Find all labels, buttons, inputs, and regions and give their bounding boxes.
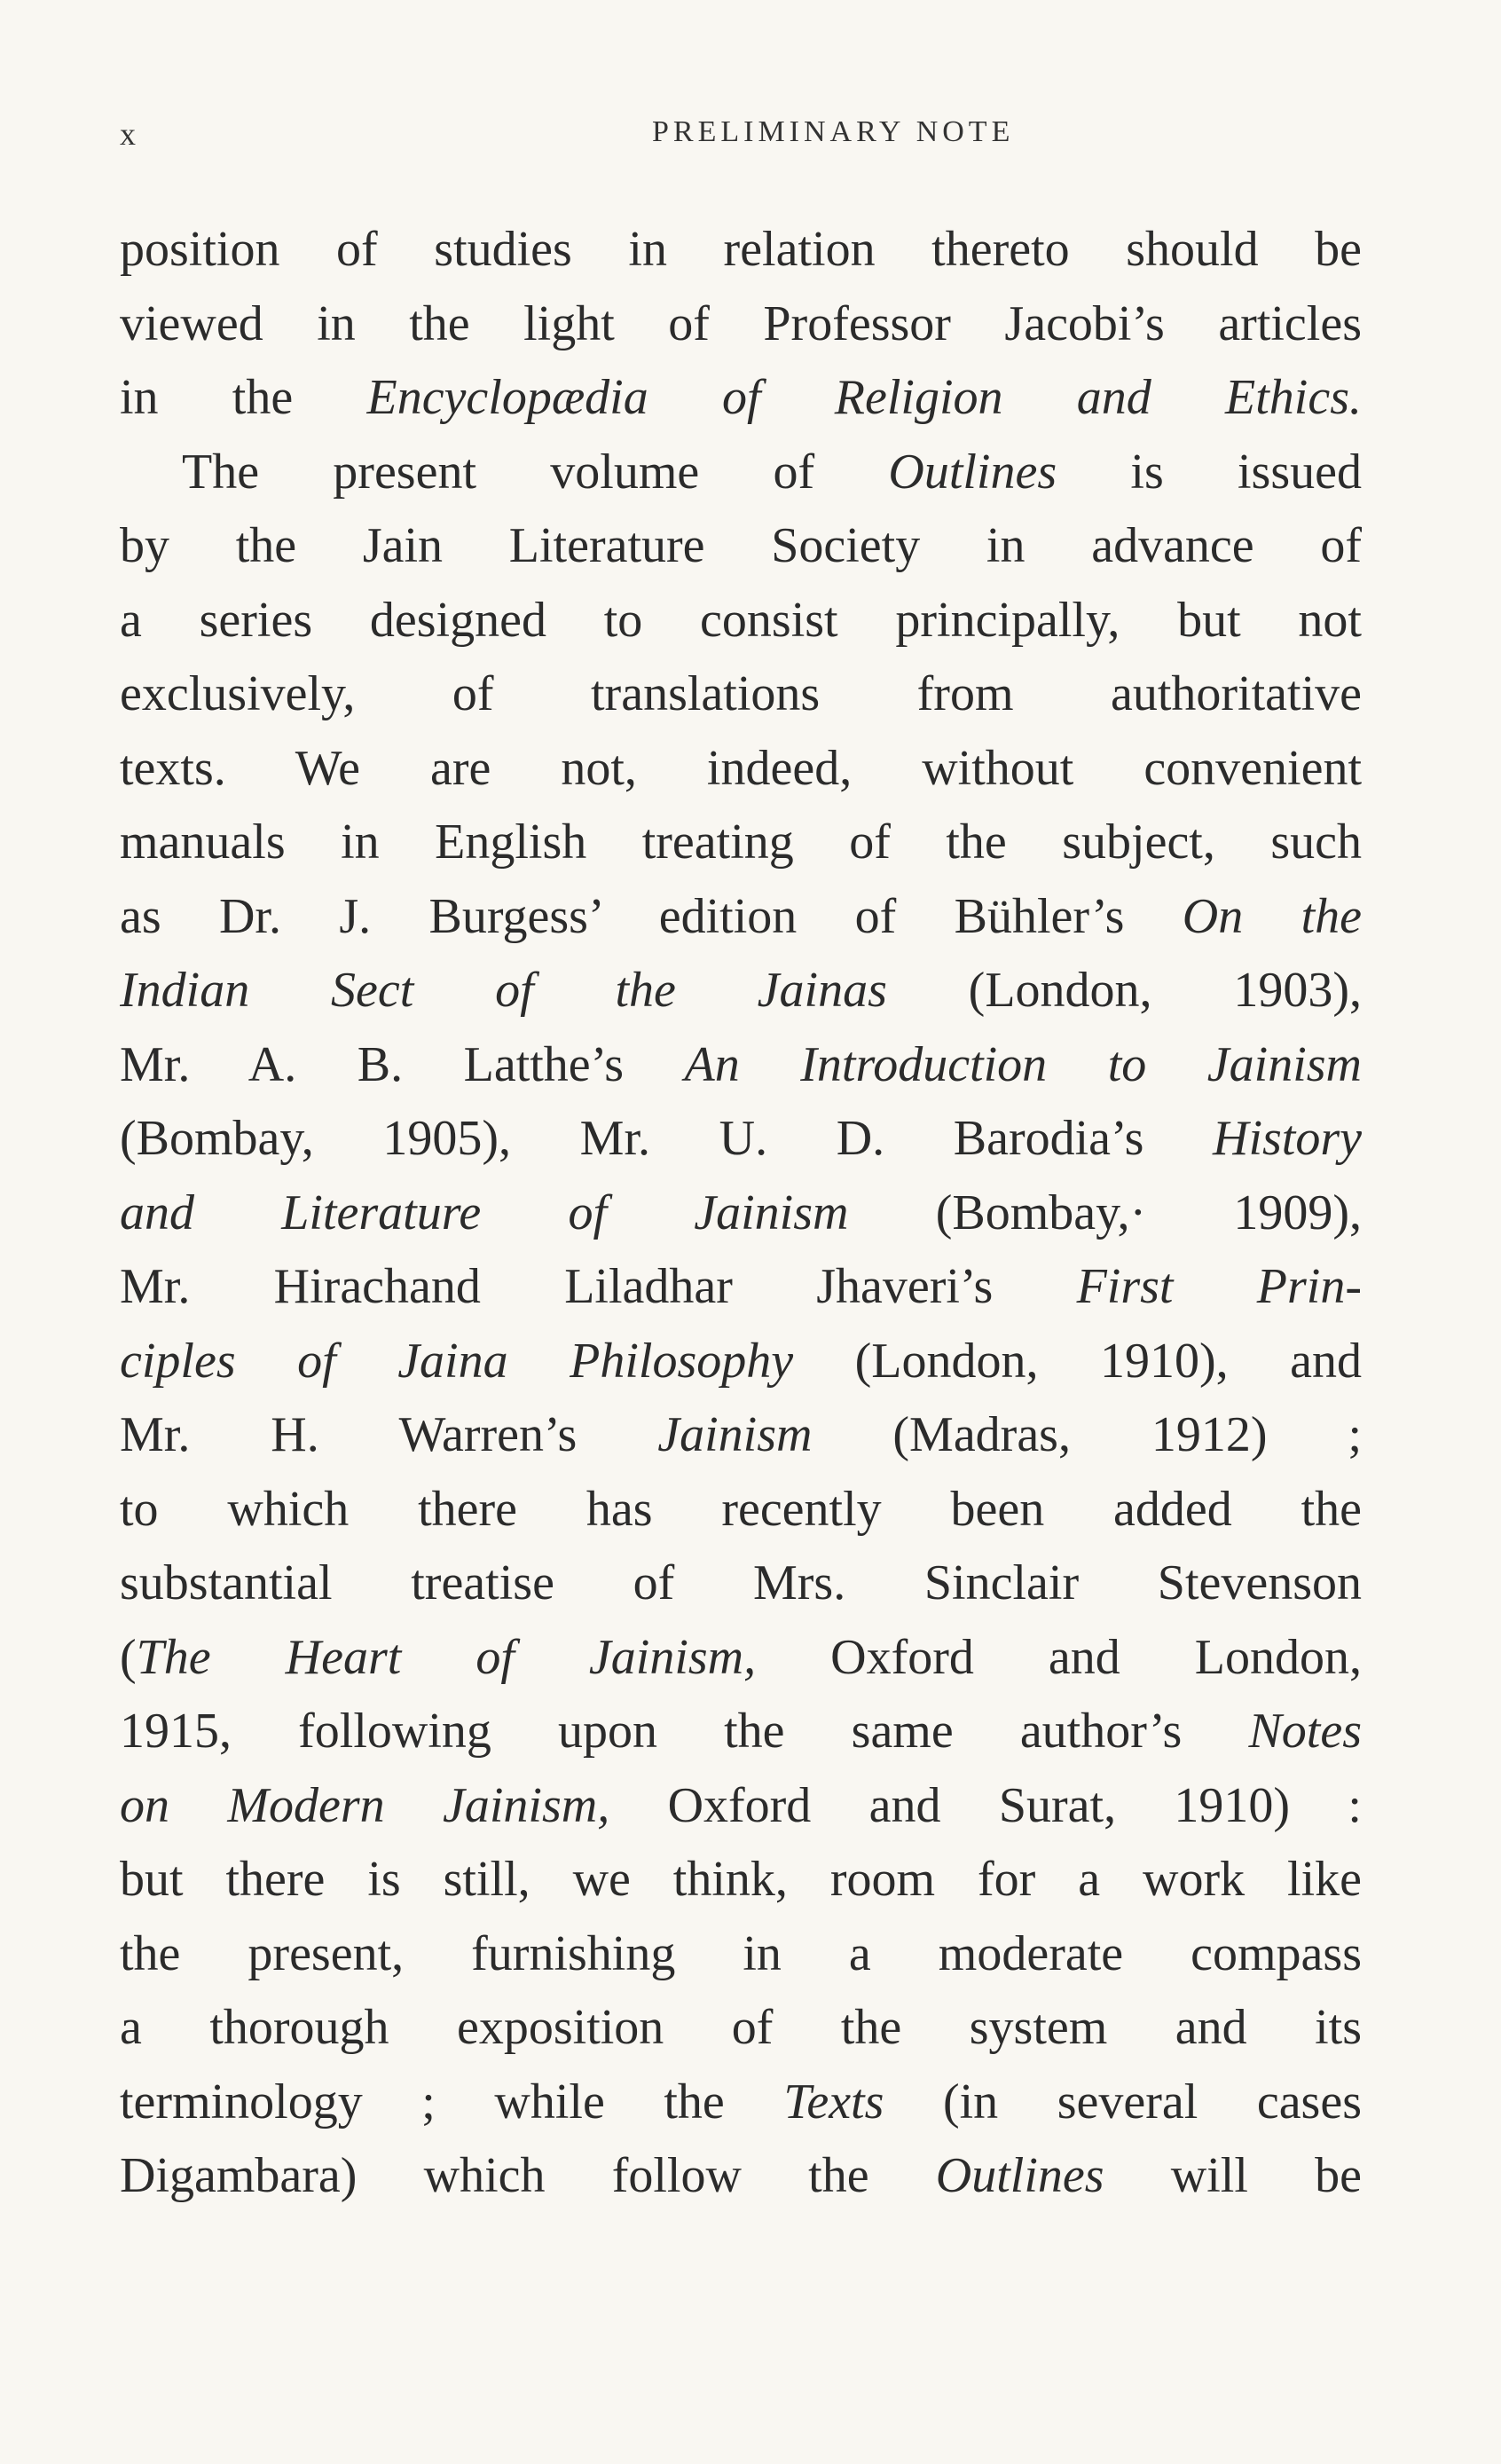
text-segment: a thorough exposition of the system and its <box>120 2000 1362 2055</box>
text-line <box>120 287 1362 362</box>
text-line <box>120 1028 1362 1103</box>
text-line <box>120 1991 1362 2066</box>
text-segment: Mr. A. B. Latthe’s <box>120 1036 685 1092</box>
text-segment: terminology ; while the <box>120 2074 784 2129</box>
text-line <box>120 732 1362 807</box>
text-segment: is issued <box>1057 444 1362 500</box>
text-line <box>120 361 1362 436</box>
text-segment: but there is still, we think, room for a work like <box>120 1852 1362 1907</box>
text-line <box>120 584 1362 658</box>
text-segment: viewed in the light of Professor Jacobi’s articles <box>120 295 1362 351</box>
text-line <box>120 1547 1362 1621</box>
text-segment: (London, 1910), and <box>793 1333 1362 1389</box>
page-header <box>120 115 1362 160</box>
text-line <box>120 1621 1362 1696</box>
text-segment: (Bombay,· 1909), <box>848 1185 1362 1240</box>
page-number: x <box>120 116 138 152</box>
italic-text: History <box>1213 1111 1362 1166</box>
text-segment: (in several cases <box>884 2074 1362 2129</box>
text-segment: (London, 1903), <box>886 963 1362 1018</box>
text-line <box>120 1102 1362 1177</box>
text-segment: Digambara) which follow the <box>120 2148 936 2203</box>
text-segment: ( <box>120 1629 137 1685</box>
text-segment: exclusively, of translations from authoritative <box>120 666 1362 721</box>
text-line <box>120 1695 1362 1769</box>
italic-text: on Modern Jainism, <box>120 1777 610 1833</box>
text-segment: substantial treatise of Mrs. Sinclair Stevenson <box>120 1555 1362 1610</box>
text-line <box>120 436 1362 510</box>
italic-text: Outlines <box>888 444 1057 500</box>
text-line <box>120 2139 1362 2214</box>
text-line <box>120 1473 1362 1547</box>
italic-text: Texts <box>783 2074 884 2129</box>
text-line <box>120 2066 1362 2140</box>
italic-text: and Literature of Jainism <box>120 1185 849 1240</box>
body-text <box>120 213 1362 2214</box>
text-line <box>120 806 1362 880</box>
text-segment: (Madras, 1912) ; <box>812 1407 1362 1462</box>
italic-text: Encyclopædia of Religion and Ethics. <box>366 370 1362 425</box>
text-segment: position of studies in relation thereto should be <box>120 222 1362 277</box>
italic-text: Indian Sect of the Jainas <box>120 963 887 1018</box>
text-segment: in the <box>120 370 367 425</box>
text-line <box>120 1769 1362 1844</box>
text-segment: Mr. H. Warren’s <box>120 1407 658 1462</box>
text-segment: manuals in English treating of the subject, such <box>120 815 1362 870</box>
text-line <box>120 509 1362 584</box>
text-segment: as Dr. J. Burgess’ edition of Bühler’s <box>120 888 1183 944</box>
text-segment: Oxford and Surat, 1910) : <box>609 1777 1362 1833</box>
text-line <box>120 213 1362 287</box>
text-line <box>120 1250 1362 1325</box>
text-line <box>120 1917 1362 1992</box>
italic-text: ciples of Jaina Philosophy <box>120 1333 794 1389</box>
italic-text: Notes <box>1248 1704 1362 1759</box>
text-line <box>120 954 1362 1028</box>
text-segment: the present, furnishing in a moderate compass <box>120 1925 1362 1981</box>
text-line <box>120 1325 1362 1399</box>
text-line <box>120 657 1362 732</box>
italic-text: First Prin- <box>1076 1259 1362 1314</box>
text-line <box>120 880 1362 955</box>
text-segment: texts. We are not, indeed, without convenient <box>120 740 1362 796</box>
text-segment: (Bombay, 1905), Mr. U. D. Barodia’s <box>120 1111 1213 1166</box>
text-line <box>120 1843 1362 1917</box>
text-segment: 1915, following upon the same author’s <box>120 1704 1249 1759</box>
text-segment: will be <box>1104 2148 1362 2203</box>
italic-text: On the <box>1182 888 1362 944</box>
italic-text: Outlines <box>935 2148 1104 2203</box>
text-segment: to which there has recently been added the <box>120 1481 1362 1537</box>
text-line <box>120 1177 1362 1251</box>
running-head: PRELIMINARY NOTE <box>652 115 1015 148</box>
text-segment: The present volume of <box>182 444 889 500</box>
text-segment: Mr. Hirachand Liladhar Jhaveri’s <box>120 1259 1077 1314</box>
text-segment: Oxford and London, <box>756 1629 1362 1685</box>
text-line <box>120 1398 1362 1473</box>
text-segment: a series designed to consist principally, but not <box>120 592 1362 648</box>
italic-text: The Heart of Jainism, <box>136 1629 757 1685</box>
italic-text: An Introduction to Jainism <box>684 1036 1362 1092</box>
text-segment: by the Jain Literature Society in advance of <box>120 518 1362 573</box>
italic-text: Jainism <box>657 1407 813 1462</box>
